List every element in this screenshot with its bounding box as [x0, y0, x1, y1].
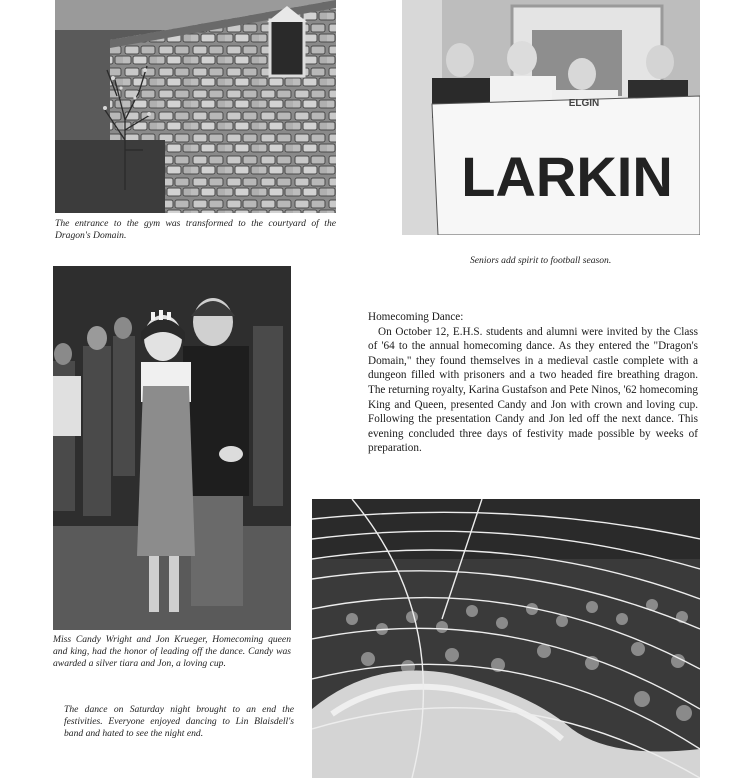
dance-floor-caption: The dance on Saturday night brought to an end the festivities. Everyone enjoyed dancing to Lin Blaisdell's band and hated to see the night end.: [64, 704, 294, 739]
banner-text: LARKIN: [461, 145, 673, 208]
dance-floor-photo: [312, 499, 700, 778]
seniors-banner-caption: Seniors add spirit to football season.: [470, 255, 612, 266]
story-heading: Homecoming Dance:: [368, 311, 464, 323]
gym-entrance-caption: The entrance to the gym was transformed to the courtyard of the Dragon's Domain.: [55, 218, 336, 241]
seniors-banner-photo: [402, 0, 700, 235]
gym-entrance-photo: [55, 0, 336, 213]
story-body: On October 12, E.H.S. students and alumni were invited by the Class of '64 to the annual homecoming dance. As they entered the "Dragon's Domain," they found themselves in a medieval castle complete with a dungeon filled with prisoners and a two headed fire breathing dragon. The returning royalty, Karina Gustafson and Pete Ninos, '62 homecoming King and Queen, presented Candy and Jon with crown and loving cup. Following the presentation Candy and Jon led off the next dance. This evening concluded three days of festivity made possible by weeks of preparation.: [368, 325, 698, 455]
shirt-text: ELGIN: [568, 98, 600, 109]
royalty-dance-caption: Miss Candy Wright and Jon Krueger, Homecoming queen and king, had the honor of leading off the dance. Candy was awarded a silver tiara and Jon, a loving cup.: [53, 634, 291, 669]
royalty-dance-photo: [53, 266, 291, 630]
homecoming-story: [368, 310, 698, 456]
